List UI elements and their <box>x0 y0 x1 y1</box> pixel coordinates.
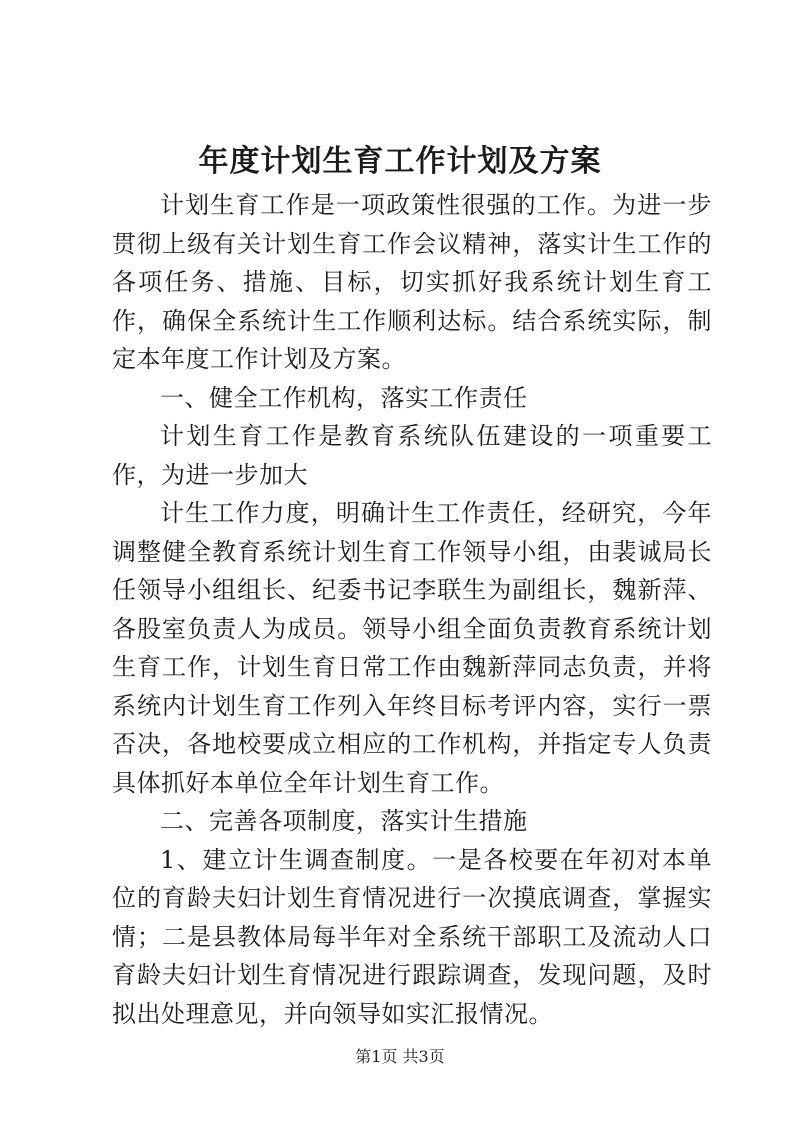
paragraph-section-1-part-1: 计划生育工作是教育系统队伍建设的一项重要工作，为进一步加大 <box>112 422 712 489</box>
paragraph-intro: 计划生育工作是一项政策性很强的工作。为进一步贯彻上级有关计划生育工作会议精神，落实计生工作的各项任务、措施、目标，切实抓好我系统计划生育工作，确保全系统计生工作顺利达标。结合系统实际，制定本年度工作计划及方案。 <box>112 191 712 373</box>
paragraph-section-1-part-2: 计生工作力度，明确计生工作责任，经研究，今年调整健全教育系统计划生育工作领导小组，由裴诚局长任领导小组组长、纪委书记李联生为副组长，魏新萍、各股室负责人为成员。领导小组全面负责教育系统计划生育工作，计划生育日常工作由魏新萍同志负责，并将系统内计划生育工作列入年终目标考评内容，实行一票否决，各地校要成立相应的工作机构，并指定专人负责具体抓好本单位全年计划生育工作。 <box>112 499 712 797</box>
page-number-footer: 第1页 共3页 <box>355 1047 445 1066</box>
paragraph-section-2-item-1: 1、建立计生调查制度。一是各校要在年初对本单位的育龄夫妇计划生育情况进行一次摸底调查，掌握实情；二是县教体局每半年对全系统干部职工及流动人口育龄夫妇计划生育情况进行跟踪调查，发现问题，及时拟出处理意见，并向领导如实汇报情况。 <box>112 845 712 1028</box>
document-body <box>112 186 712 1033</box>
document-title: 年度计划生育工作计划及方案 <box>198 144 602 179</box>
section-heading-1: 一、健全工作机构，落实工作责任 <box>160 383 528 412</box>
section-heading-2: 二、完善各项制度，落实计生措施 <box>160 807 528 835</box>
